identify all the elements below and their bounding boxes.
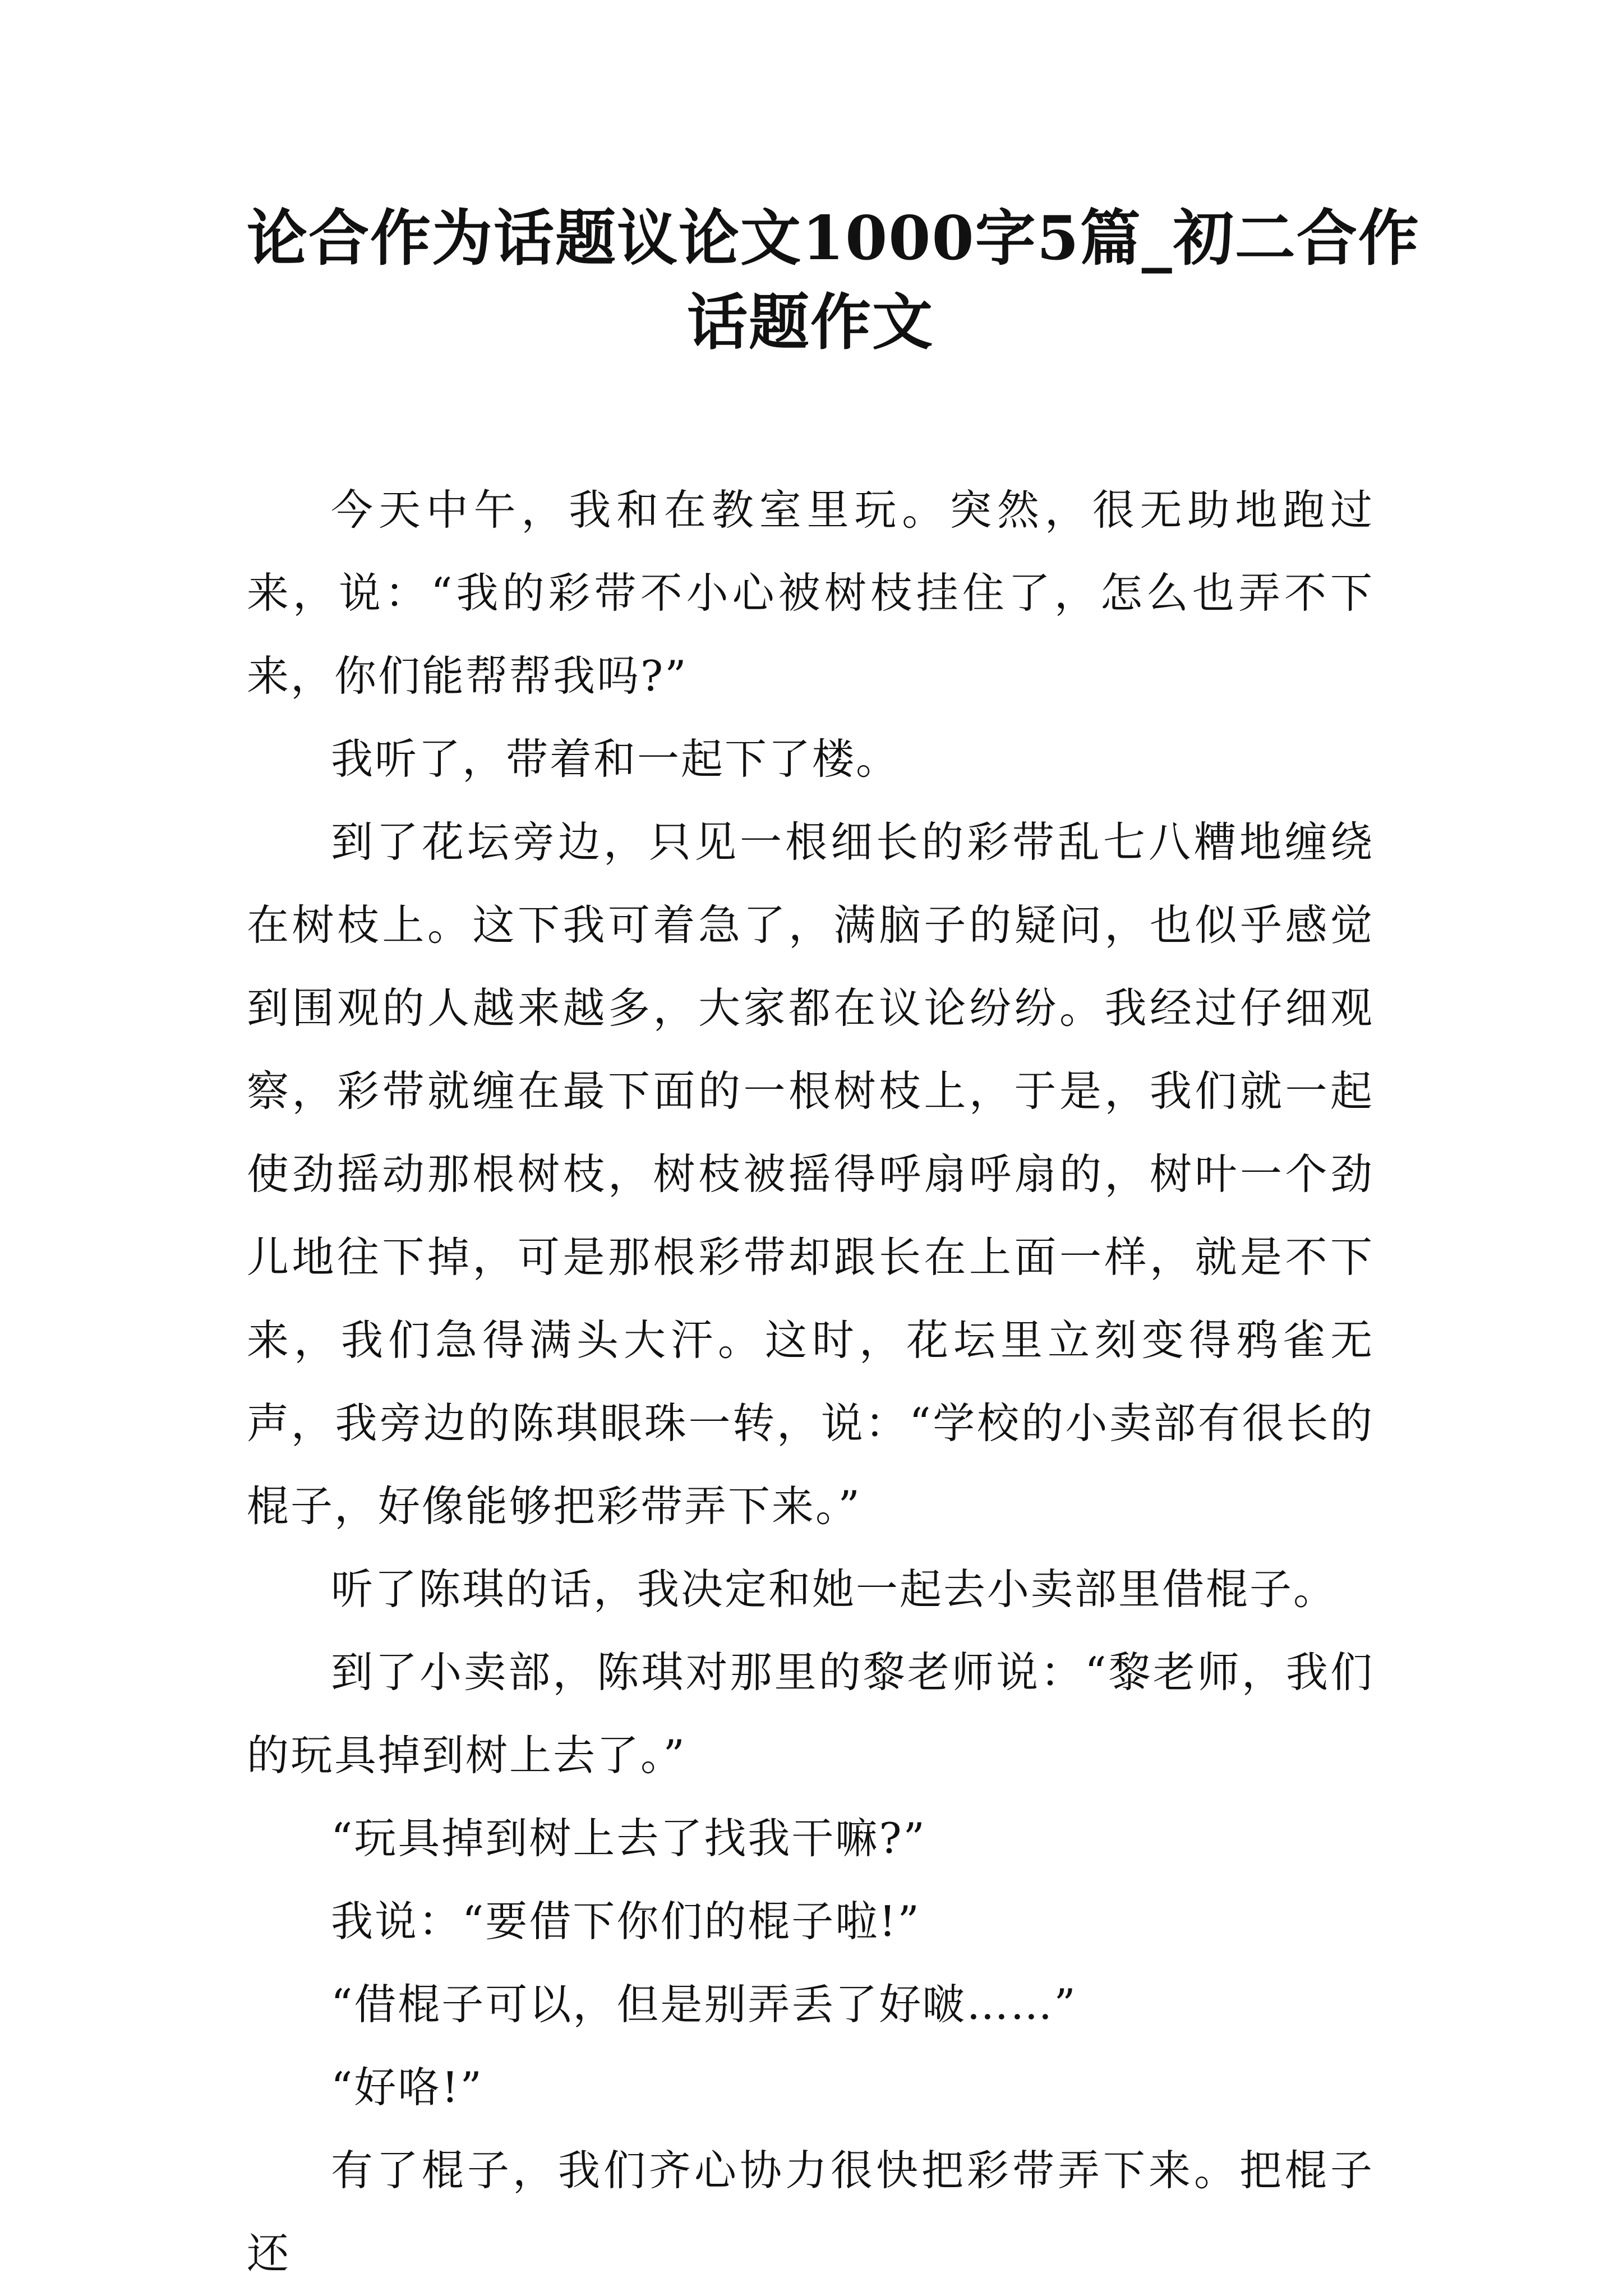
paragraph-4: 听了陈琪的话，我决定和她一起去小卖部里借棍子。 [331,1565,1338,1614]
paragraph-5: 到了小卖部，陈琪对那里的黎老师说：“黎老师，我们的玩具掉到树上去了。” [247,1648,1374,1780]
paragraph-7: 我说：“要借下你们的棍子啦!” [331,1897,921,1946]
paragraph-3: 到了花坛旁边，只见一根细长的彩带乱七八糟地缠绕在树枝上。这下我可着急了，满脑子的疑问，也似乎感觉到围观的人越来越多，大家都在议论纷纷。我经过仔细观察，彩带就缠在最下面的一根树枝上，于是，我们就一起使劲摇动那根树枝，树枝被摇得呼扇呼扇的，树叶一个劲儿地往下掉，可是那根彩带却跟长在上面一样，就是不下来，我们急得满头大汗。这时，花坛里立刻变得鸦雀无声，我旁边的陈琪眼珠一转，说：“学校的小卖部有很长的棍子，好像能够把彩带弄下来。” [247,817,1374,1531]
page-title [247,196,1420,365]
paragraph-6: “玩具掉到树上去了找我干嘛?” [331,1814,926,1863]
title-line-1: 论合作为话题议论文1000字5篇_初二合作 [247,203,1420,274]
paragraph-8: “借棍子可以，但是别弄丢了好啵……” [331,1980,1077,2029]
paragraph-2: 我听了，带着和一起下了楼。 [331,734,900,784]
paragraph-1: 今天中午，我和在教室里玩。突然，很无助地跑过来，说：“我的彩带不小心被树枝挂住了，怎么也弄不下来，你们能帮帮我吗?” [247,485,1374,701]
title-line-2: 话题作文 [686,287,934,358]
paragraph-9: “好咯!” [331,2063,483,2112]
paragraph-10: 有了棍子，我们齐心协力很快把彩带弄下来。把棍子还 [247,2146,1374,2278]
article-body [247,468,1374,2295]
